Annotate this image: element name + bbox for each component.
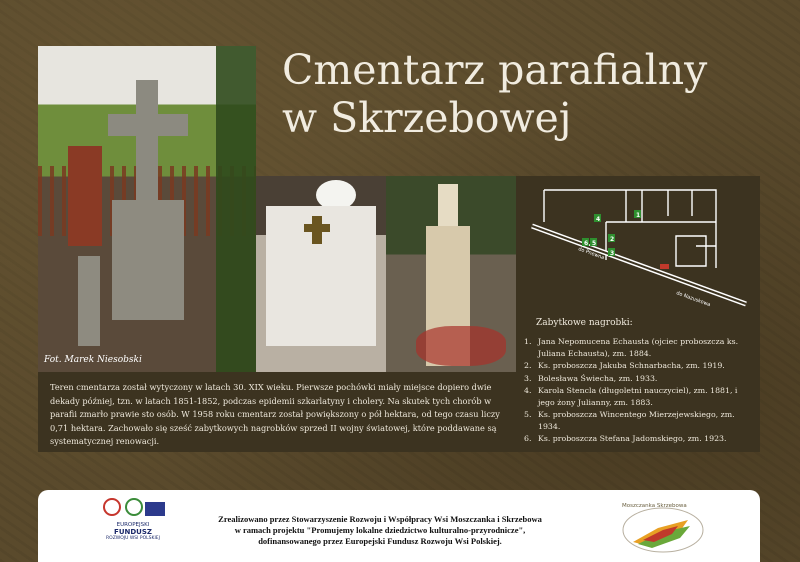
list-item <box>524 360 756 372</box>
list-item <box>524 373 756 385</box>
photo-grave-slab <box>256 176 386 372</box>
map-marker-6: 6 <box>584 240 589 247</box>
funding-line-1: Zrealizowano przez Stowarzyszenie Rozwoju i Współpracy Wsi Moszczanka i Skrzebowa <box>218 514 542 524</box>
eu-logo-line-3: ROZWOJU WSI POLSKIEJ <box>106 536 160 541</box>
list-item-text: Bolesława Świecha, zm. 1933. <box>538 373 658 383</box>
list-item-text: Ks. proboszcza Stefana Jadomskiego, zm. 1923. <box>538 434 727 443</box>
list-item-number: 5. <box>524 410 532 419</box>
photo-crucifix-monument <box>386 176 516 372</box>
map-plot <box>676 236 706 266</box>
map-outline-top <box>544 190 716 268</box>
funding-line-2: w ramach projektu "Promujemy lokalne dziedzictwo kulturalno-przyrodnicze", <box>234 525 526 535</box>
eu-fund-logo <box>98 498 168 556</box>
graves-list <box>524 336 756 446</box>
map-entrance-marker <box>660 264 669 269</box>
eu-logo-line-1: EUROPEJSKI <box>116 522 150 528</box>
list-item-number: 3. <box>524 373 532 383</box>
photo-stone-cross <box>38 46 256 372</box>
partner-logo-text: Moszczanka Skrzebowa <box>622 503 687 509</box>
map-marker-2: 2 <box>610 236 615 243</box>
title-line-1: Cmentarz parafialny <box>282 46 708 94</box>
cross-vertical <box>136 80 158 200</box>
list-item-number: 2. <box>524 361 532 370</box>
cross-horizontal <box>108 114 188 136</box>
list-item-text: Karola Stencla (długoletni nauczyciel), zm. 1881, i jego żony Julianny, zm. 1883. <box>538 386 738 407</box>
title-line-2: w Skrzebowej <box>282 94 572 142</box>
page-title <box>282 46 707 142</box>
list-item <box>524 385 756 408</box>
ivy <box>216 46 256 372</box>
cross-pedestal <box>112 200 184 320</box>
map-marker-1: 1 <box>636 212 641 219</box>
photo-credit: Fot. Marek Niesobski <box>44 355 142 365</box>
list-item-text: Ks. proboszcza Jakuba Schnarbacha, zm. 1919. <box>538 361 725 370</box>
cemetery-map <box>516 176 760 314</box>
red-flowers <box>416 326 506 366</box>
map-road-label-1: do Pnewna <box>577 246 606 262</box>
red-swirl-icon <box>103 498 121 516</box>
list-item-number: 6. <box>524 434 532 443</box>
map-marker-3: 3 <box>610 250 615 257</box>
list-item <box>524 409 756 432</box>
map-marker-5: 5 <box>592 240 597 247</box>
brick-post <box>68 146 102 246</box>
funding-text <box>210 514 550 547</box>
stone-post <box>78 256 100 346</box>
slab-cross-horizontal <box>304 224 330 232</box>
list-item <box>524 336 756 359</box>
map-road-label-2: do Nazuskowa <box>675 290 712 309</box>
list-item-number: 1. <box>524 337 532 346</box>
map-road-centerline <box>532 226 746 304</box>
description-text: Teren cmentarza został wytyczony w latach 30. XIX wieku. Pierwsze pochówki miały miejsce dopiero dwie dekady później, tzn. w latach 1851-1852, podczas epidemii szkarlatyny i cholery. Na skutek tych chorób w parafii zmarło prawie sto osób. W 1958 roku cmentarz został powiększony o pół hektara, od tego czasu liczy 0,71 hektara. Zachowało się sześć zabytkowych nagrobków sprzed II wojny światowej, które poddawane są systematycznej renowacji. <box>50 382 500 446</box>
map-marker-4: 4 <box>596 216 601 223</box>
eu-stars-icon <box>145 502 165 516</box>
list-item-number: 4. <box>524 386 532 395</box>
graves-heading: Zabytkowe nagrobki: <box>536 318 633 328</box>
list-item-text: Ks. proboszcza Wincentego Mierzejewskiego, zm. 1934. <box>538 410 735 431</box>
list-item-text: Jana Nepomucena Echausta (ojciec proboszcza ks. Juliana Echausta), zm. 1884. <box>538 337 739 358</box>
green-swirl-icon <box>125 498 143 516</box>
funding-line-3: dofinansowanego przez Europejski Fundusz Rozwoju Wsi Polskiej. <box>258 536 502 546</box>
eu-logo-line-2: FUNDUSZ <box>114 528 152 536</box>
list-item <box>524 433 756 445</box>
